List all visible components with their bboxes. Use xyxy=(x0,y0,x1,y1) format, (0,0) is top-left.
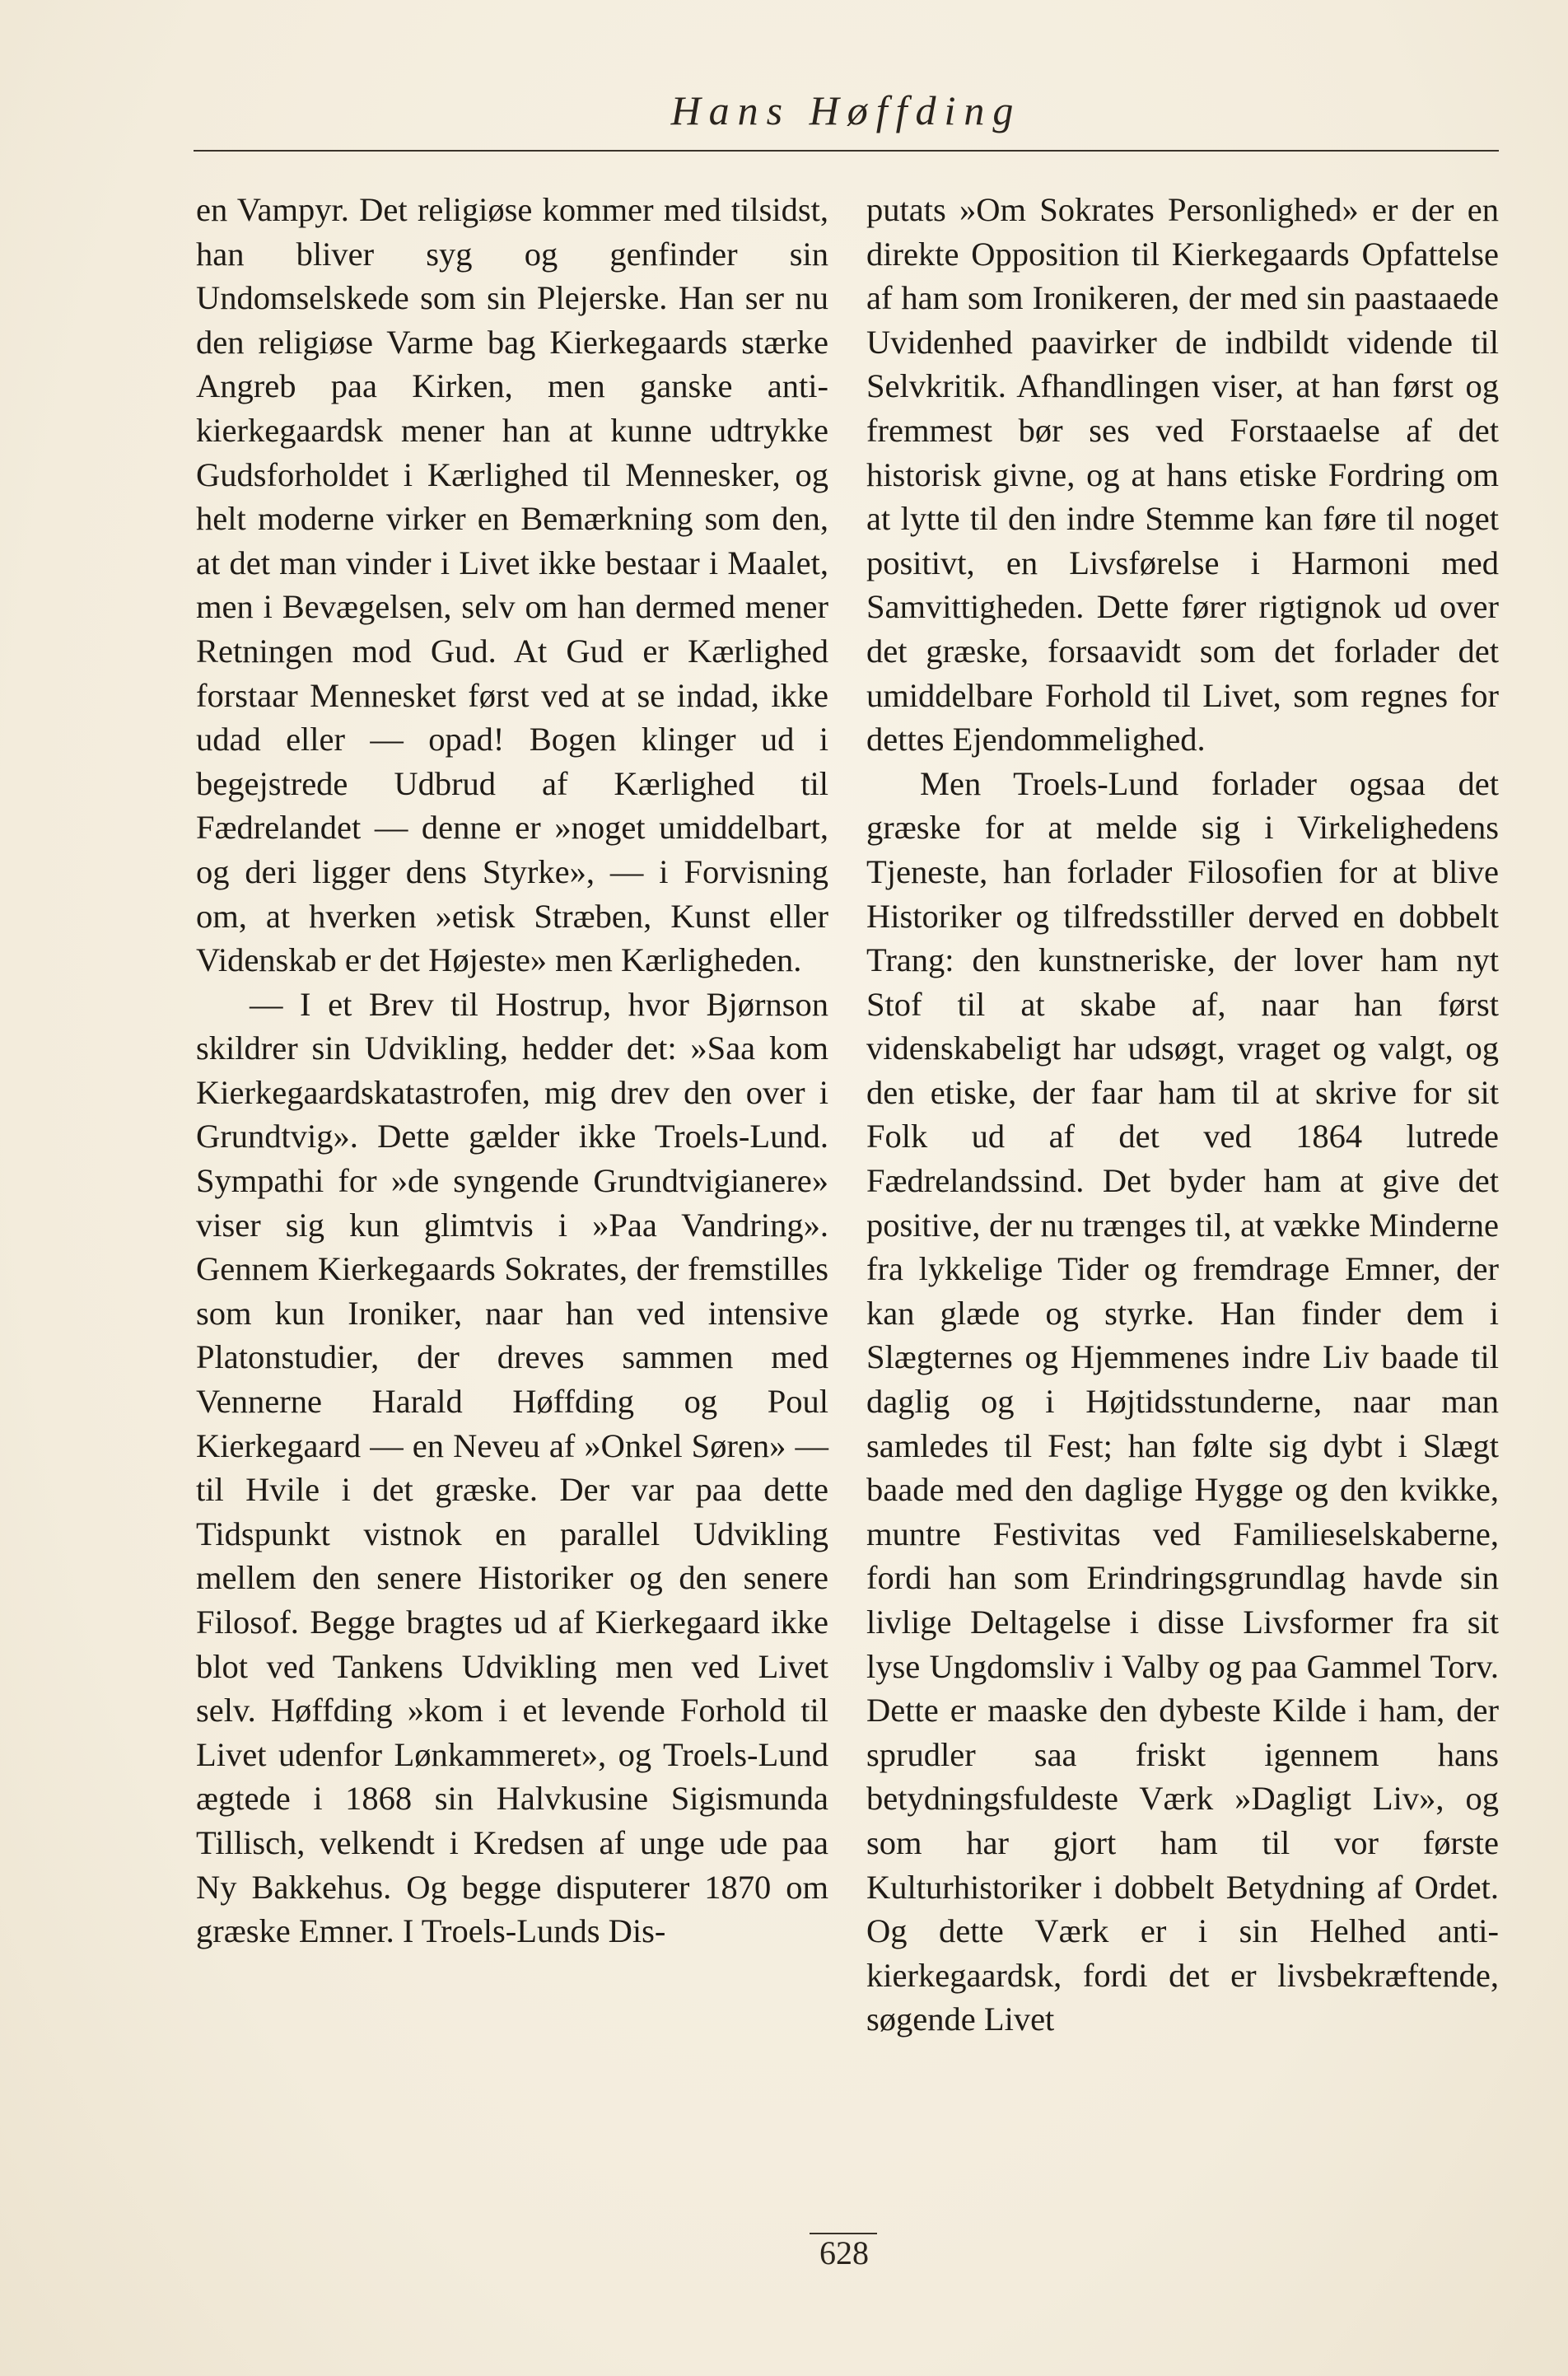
paragraph: — I et Brev til Hostrup, hvor Bjørnson skildrer sin Udvikling, hedder det: »Saa kom Kierkegaardskatastrofen, mig drev den over i Grundtvig». Dette gælder ikke Troels-Lund. Sympathi for »de syngende Grundtvigianere» viser sig kun glimtvis i »Paa Vandring». Gennem Kierkegaards Sokrates, der fremstilles som kun Ironiker, naar han ved intensive Platonstudier, der dreves sammen med Vennerne Harald Høffding og Poul Kierkegaard — en Neveu af »Onkel Søren» — til Hvile i det græske. Der var paa dette Tidspunkt vistnok en parallel Udvikling mellem den senere Historiker og den senere Filosof. Begge bragtes ud af Kierkegaard ikke blot ved Tankens Udvikling men ved Livet selv. Høffding »kom i et levende Forhold til Livet udenfor Lønkammeret», og Troels-Lund ægtede i 1868 sin Halvkusine Sigismunda Tillisch, velkendt i Kredsen af unge ude paa Ny Bakkehus. Og begge disputerer 1870 om græske Emner. I Troels-Lunds Dis- xyxy=(196,985,828,1950)
page-number: 628 xyxy=(819,2234,869,2271)
paragraph: Men Troels-Lund forlader ogsaa det græske for at melde sig i Virkelighedens Tjeneste, han forlader Filosofien for at blive Historiker og tilfredsstiller derved en dobbelt Trang: den kunstneriske, der lover ham nyt Stof til at skabe af, naar han først videnskabeligt har udsøgt, vraget og valgt, og den etiske, der faar ham til at skrive for sit Folk ud af det ved 1864 lutrede Fædrelandssind. Det byder ham at give det positive, der nu trænges til, at vække Minderne fra lykkelige Tider og fremdrage Emner, der kan glæde og styrke. Han finder dem i Slægternes og Hjemmenes indre Liv baade til daglig og i Højtidsstunderne, naar man samledes til Fest; han følte sig dybt i Slægt baade med den daglige Hygge og den kvikke, muntre Festivitas ved Familieselskaberne, fordi han som Erindringsgrundlag havde sin livlige Deltagelse i disse Livsformer fra sit lyse Ungdomsliv i Valby og paa Gammel Torv. Dette er maaske den dybeste Kilde i ham, der sprudler saa friskt igennem hans betydningsfuldeste Værk »Dagligt Liv», og som har gjort ham til vor første Kulturhistoriker i dobbelt Betydning af Ordet. Og dette Værk er i sin Helhed anti-kierkegaardsk, fordi det er livsbekræftende, søgende Livet xyxy=(866,764,1499,2038)
header-rule xyxy=(194,150,1499,152)
paragraph: en Vampyr. Det religiøse kommer med tilsidst, han bliver syg og genfinder sin Undomselskede som sin Plejerske. Han ser nu den religiøse Varme bag Kierkegaards stærke Angreb paa Kirken, men ganske anti-kierkegaardsk mener han at kunne udtrykke Gudsforholdet i Kærlighed til Mennesker, og helt moderne virker en Bemærkning som den, at det man vinder i Livet ikke bestaar i Maalet, men i Bevægelsen, selv om han dermed mener Retningen mod Gud. At Gud er Kærlighed forstaar Mennesket først ved at se indad, ikke udad eller — opad! Bogen klinger ud i begejstrede Udbrud af Kærlighed til Fædrelandet — denne er »noget umiddelbart, og deri ligger dens Styrke», — i Forvisning om, at hverken »etisk Stræben, Kunst eller Videnskab er det Højeste» men Kærligheden. xyxy=(196,191,828,979)
left-column xyxy=(196,188,828,1954)
right-column xyxy=(866,188,1499,2042)
paragraph: putats »Om Sokrates Personlighed» er der en direkte Opposition til Kierkegaards Opfattelse af ham som Ironikeren, der med sin paastaaede Uvidenhed paavirker de indbildt vidende til Selvkritik. Afhandlingen viser, at han først og fremmest bør ses ved Forstaaelse af det historisk givne, og at hans etiske Fordring om at lytte til den indre Stemme kan føre til noget positivt, en Livsførelse i Harmoni med Samvittigheden. Dette fører rigtignok ud over det græske, forsaavidt som det forlader det umiddelbare Forhold til Livet, som regnes for dettes Ejendommelighed. xyxy=(866,191,1499,759)
running-title: Hans Høffding xyxy=(670,87,1022,133)
